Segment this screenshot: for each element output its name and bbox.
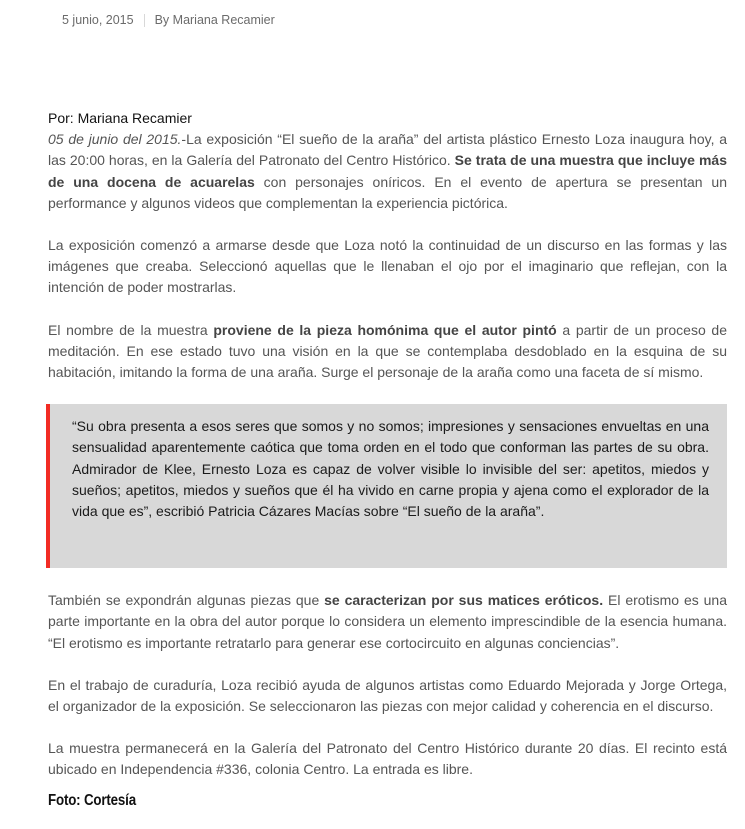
paragraph-text: con personajes oníricos. En el evento de apertura se presentan un performance y algunos videos que complementan la experiencia pictórica. [48, 173, 728, 211]
article-body [48, 108, 727, 802]
paragraph-text: a partir de un proceso de meditación. En ese estado tuvo una visión en la que se contemplaba desdoblado en la esquina de su habitación, imitando la forma de una araña. Surge el personaje de la araña como una faceta de sí mismo. [48, 321, 727, 381]
photo-credit: Foto: Cortesía [48, 792, 136, 809]
paragraph-4 [48, 590, 727, 654]
paragraph-2: La exposición comenzó a armarse desde que Loza notó la continuidad de un discurso en las formas y las imágenes que creaba. Seleccionó aquellas que le llenaban el ojo por el imaginario que reflejan, con la intención de poder mostrarlas. [48, 237, 727, 296]
pull-quote [46, 404, 727, 568]
paragraph-highlight: se caracterizan por sus matices eróticos. [324, 592, 604, 609]
paragraph-highlight: Se trata de una muestra que incluye más de una docena de acuarelas [48, 152, 727, 190]
paragraph-5: En el trabajo de curaduría, Loza recibió ayuda de algunos artistas como Eduardo Mejorada y Jorge Ortega, el organizador de la exposición. Se seleccionaron las piezas con mejor calidad y coherencia en el discurso. [48, 676, 727, 715]
meta-divider [144, 14, 145, 27]
paragraph-text: -La exposición “El sueño de la araña” del artista plástico Ernesto Loza inaugura hoy, a las 20:00 horas, en la Galería del Patronato del Centro Histórico. [48, 131, 727, 169]
quote-text: “Su obra presenta a esos seres que somos y no somos; impresiones y sensaciones envueltas en una sensualidad aparentemente caótica que toma orden en el todo que conforman las partes de su obra. Admirador de Klee, Ernesto Loza es capaz de volver visible lo invisible del ser: apetitos, miedos y sueños; apetitos, miedos y sueños que él ha vivido en carne propia y ajena como el explorador de la vida que es”, escribió Patricia Cázares Macías sobre “El sueño de la araña”. [72, 418, 709, 520]
paragraph-1 [48, 129, 727, 214]
paragraph-6: La muestra permanecerá en la Galería del Patronato del Centro Histórico durante 20 días. El recinto está ubicado en Independencia #336, colonia Centro. La entrada es libre. [48, 740, 727, 778]
post-author-link[interactable]: By Mariana Recamier [154, 13, 275, 27]
post-date: 5 junio, 2015 [62, 13, 134, 27]
post-meta [62, 13, 275, 27]
paragraph-highlight: proviene de la pieza homónima que el autor pintó [213, 321, 557, 338]
dateline: 05 de junio del 2015. [48, 131, 182, 148]
paragraph-text: También se expondrán algunas piezas que [48, 592, 325, 609]
paragraph-text: El erotismo es una parte importante en la obra del autor porque lo considera un elemento imprescindible de la esencia humana. “El erotismo es importante retratarlo para generar ese cortocircuito en algunas conciencias”. [48, 592, 727, 651]
paragraph-3 [48, 320, 727, 384]
article-byline: Por: Mariana Recamier [48, 110, 192, 126]
paragraph-text: El nombre de la muestra [48, 321, 214, 338]
